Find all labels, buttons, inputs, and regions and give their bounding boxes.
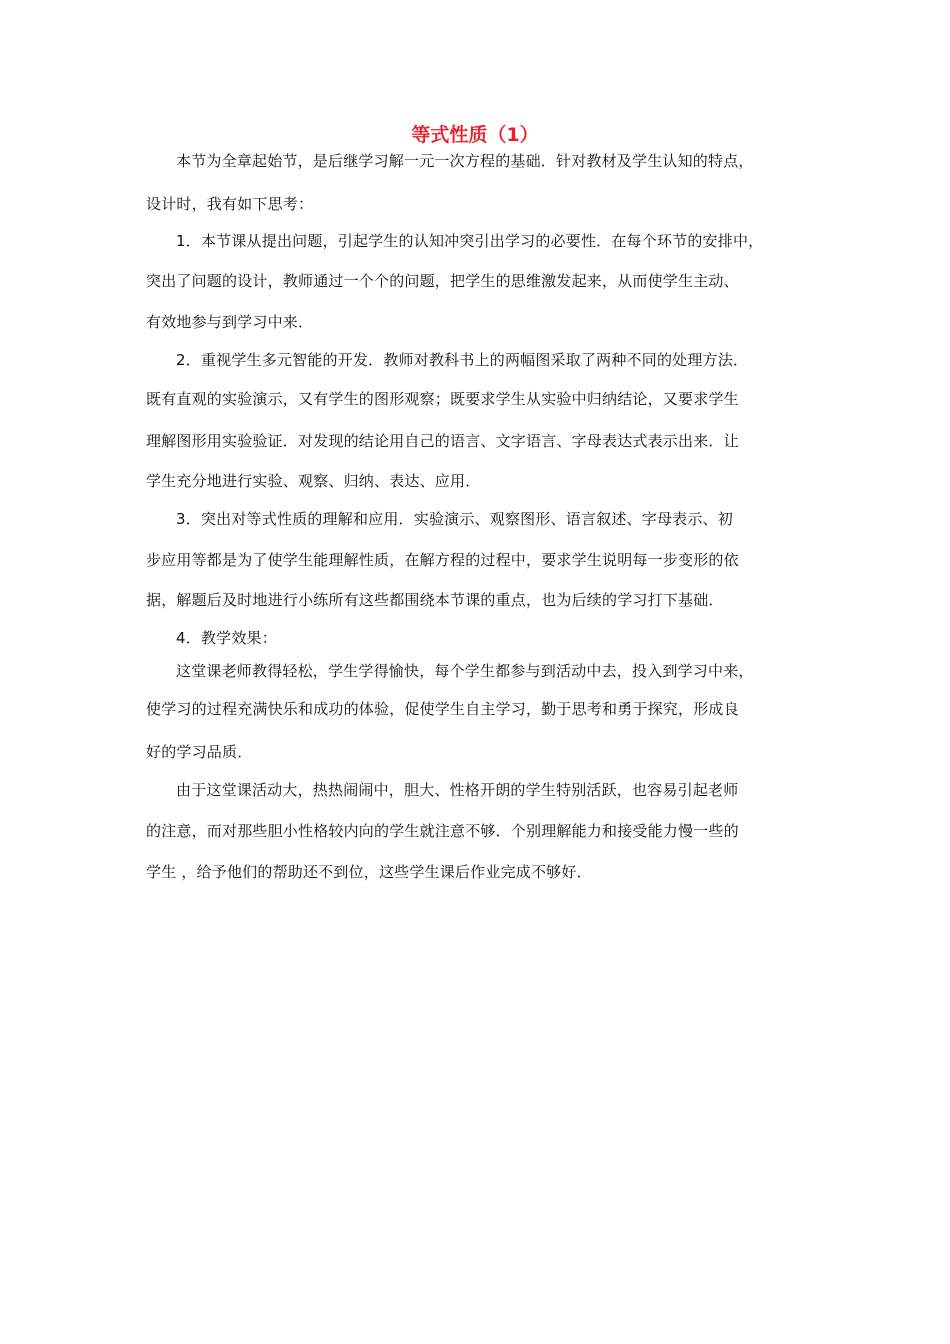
paragraph-line: 由于这堂课活动大，热热闹闹中，胆大、性格开朗的学生特别活跃，也容易引起老师	[176, 781, 739, 799]
paragraph-line: 的注意，而对那些胆小性格较内向的学生就注意不够．个别理解能力和接受能力慢一些的	[146, 822, 739, 840]
paragraph-line: 使学习的过程充满快乐和成功的体验，促使学生自主学习，勤于思考和勇于探究，形成良	[146, 700, 739, 718]
paragraph-line: 步应用等都是为了使学生能理解性质，在解方程的过程中，要求学生说明每一步变形的依	[146, 551, 739, 569]
paragraph-line: 1．本节课从提出问题，引起学生的认知冲突引出学习的必要性．在每个环节的安排中，	[176, 232, 764, 250]
paragraph-line: 学生 ，给予他们的帮助还不到位，这些学生课后作业完成不够好．	[146, 863, 592, 881]
paragraph-line: 3．突出对等式性质的理解和应用．实验演示、观察图形、语言叙述、字母表示、初	[176, 510, 733, 528]
paragraph-line: 好的学习品质．	[146, 743, 253, 761]
paragraph-line: 2．重视学生多元智能的开发．教师对教科书上的两幅图采取了两种不同的处理方法．	[176, 351, 749, 369]
paragraph-line: 4．教学效果：	[176, 629, 277, 647]
document-title: 等式性质（1）	[411, 124, 539, 146]
paragraph-line: 本节为全章起始节，是后继学习解一元一次方程的基础．针对教材及学生认知的特点，	[176, 152, 754, 170]
paragraph-line: 突出了问题的设计，教师通过一个个的问题，把学生的思维激发起来，从而使学生主动、	[146, 272, 739, 290]
paragraph-line: 有效地参与到学习中来．	[146, 313, 314, 331]
paragraph-line: 理解图形用实验验证．对发现的结论用自己的语言、文字语言、字母表达式表示出来．让	[146, 432, 739, 450]
paragraph-line: 学生充分地进行实验、观察、归纳、表达、应用．	[146, 472, 481, 490]
paragraph-line: 据，解题后及时地进行小练所有这些都围绕本节课的重点，也为后续的学习打下基础．	[146, 591, 724, 609]
paragraph-line: 设计时，我有如下思考：	[146, 195, 314, 213]
paragraph-line: 既有直观的实验演示，又有学生的图形观察；既要求学生从实验中归纳结论，又要求学生	[146, 390, 739, 408]
paragraph-line: 这堂课老师教得轻松，学生学得愉快，每个学生都参与到活动中去，投入到学习中来，	[176, 662, 754, 680]
